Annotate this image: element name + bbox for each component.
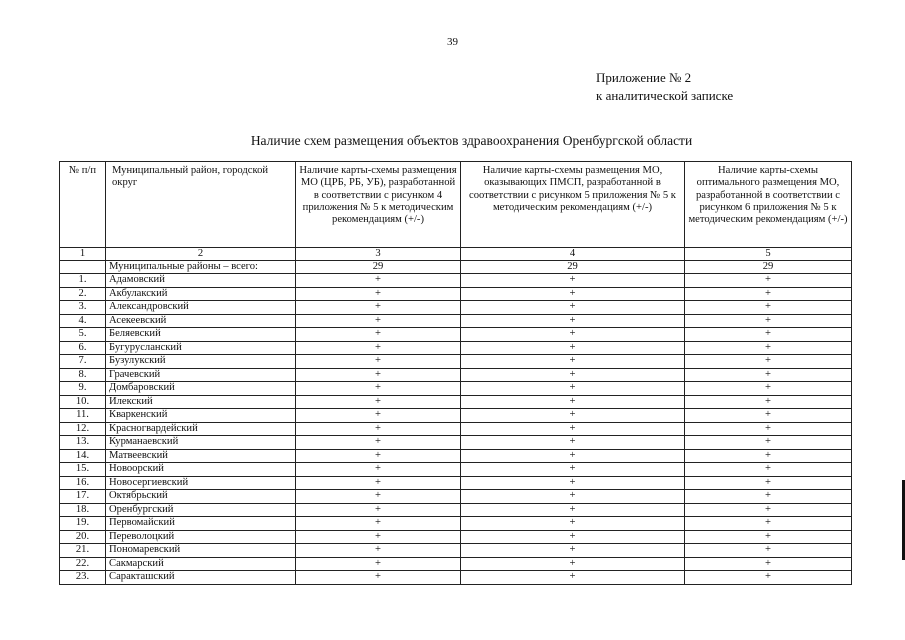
header-number: № п/п: [60, 162, 106, 248]
header-district: Муниципальный район, городской округ: [106, 162, 296, 248]
row-number: 17.: [60, 490, 106, 504]
table-row: [60, 287, 852, 301]
table-row: [60, 463, 852, 477]
column-number: 1: [60, 248, 106, 261]
column-number: 5: [685, 248, 852, 261]
row-number: 12.: [60, 422, 106, 436]
col-5-mark: +: [685, 314, 852, 328]
col-4-mark: +: [461, 368, 685, 382]
row-number: 1.: [60, 274, 106, 288]
row-number: 8.: [60, 368, 106, 382]
col-3-mark: +: [296, 517, 461, 531]
col-3-mark: +: [296, 463, 461, 477]
table-row: [60, 328, 852, 342]
row-number: 13.: [60, 436, 106, 450]
district-name: Новоорский: [106, 463, 296, 477]
row-number: 2.: [60, 287, 106, 301]
col-5-mark: +: [685, 490, 852, 504]
table-row: [60, 544, 852, 558]
col-4-mark: +: [461, 314, 685, 328]
col-3-mark: +: [296, 355, 461, 369]
col-4-mark: +: [461, 490, 685, 504]
row-number: 11.: [60, 409, 106, 423]
col-3-mark: +: [296, 422, 461, 436]
row-number: 20.: [60, 530, 106, 544]
col-4-mark: +: [461, 355, 685, 369]
district-name: Сакмарский: [106, 557, 296, 571]
district-name: Новосергиевский: [106, 476, 296, 490]
col-3-mark: +: [296, 571, 461, 585]
appendix-note: [596, 69, 733, 105]
col-5-mark: +: [685, 463, 852, 477]
header-col-3: Наличие карты-схемы размещения МО (ЦРБ, РБ, УБ), разработанной в соответствии с рисунком 4 приложения № 5 к методическим рекомендациям (+/-): [296, 162, 461, 248]
total-col-4: 29: [461, 261, 685, 274]
col-4-mark: +: [461, 274, 685, 288]
document-title: Наличие схем размещения объектов здравоохранения Оренбургской области: [250, 133, 693, 148]
district-name: Александровский: [106, 301, 296, 315]
table-row: [60, 571, 852, 585]
col-5-mark: +: [685, 341, 852, 355]
row-number: 23.: [60, 571, 106, 585]
district-name: Октябрьский: [106, 490, 296, 504]
district-name: Пономаревский: [106, 544, 296, 558]
row-number: 19.: [60, 517, 106, 531]
col-5-mark: +: [685, 557, 852, 571]
table-row: [60, 368, 852, 382]
table-row: [60, 355, 852, 369]
col-3-mark: +: [296, 328, 461, 342]
col-5-mark: +: [685, 328, 852, 342]
total-col-5: 29: [685, 261, 852, 274]
header-col-4: Наличие карты-схемы размещения МО, оказывающих ПМСП, разработанной в соответствии с рисунком 5 приложения № 5 к методическим рекомендациям (+/-): [461, 162, 685, 248]
district-name: Саракташский: [106, 571, 296, 585]
district-name: Илекский: [106, 395, 296, 409]
total-row: [60, 261, 852, 274]
col-3-mark: +: [296, 395, 461, 409]
row-number: 14.: [60, 449, 106, 463]
col-5-mark: +: [685, 301, 852, 315]
row-number: 16.: [60, 476, 106, 490]
col-4-mark: +: [461, 301, 685, 315]
district-name: Асекеевский: [106, 314, 296, 328]
col-4-mark: +: [461, 382, 685, 396]
total-num-cell: [60, 261, 106, 274]
col-3-mark: +: [296, 382, 461, 396]
col-3-mark: +: [296, 436, 461, 450]
col-4-mark: +: [461, 503, 685, 517]
district-name: Адамовский: [106, 274, 296, 288]
col-5-mark: +: [685, 571, 852, 585]
row-number: 22.: [60, 557, 106, 571]
district-name: Красногвардейский: [106, 422, 296, 436]
table-row: [60, 395, 852, 409]
col-3-mark: +: [296, 544, 461, 558]
page-number: 39: [447, 36, 458, 48]
col-5-mark: +: [685, 274, 852, 288]
col-3-mark: +: [296, 476, 461, 490]
col-5-mark: +: [685, 503, 852, 517]
col-4-mark: +: [461, 395, 685, 409]
district-name: Кваркенский: [106, 409, 296, 423]
header-col-5: Наличие карты-схемы оптимального размещения МО, разработанной в соответствии с рисунком 6 приложения № 5 к методическим рекомендациям (+/-): [685, 162, 852, 248]
table-row: [60, 557, 852, 571]
table-row: [60, 422, 852, 436]
col-5-mark: +: [685, 517, 852, 531]
column-number: 4: [461, 248, 685, 261]
col-3-mark: +: [296, 557, 461, 571]
col-4-mark: +: [461, 517, 685, 531]
col-5-mark: +: [685, 287, 852, 301]
col-4-mark: +: [461, 571, 685, 585]
total-label: Муниципальные районы – всего:: [106, 261, 296, 274]
col-3-mark: +: [296, 274, 461, 288]
col-3-mark: +: [296, 287, 461, 301]
col-5-mark: +: [685, 530, 852, 544]
total-col-3: 29: [296, 261, 461, 274]
table-row: [60, 436, 852, 450]
row-number: 3.: [60, 301, 106, 315]
col-4-mark: +: [461, 544, 685, 558]
col-4-mark: +: [461, 436, 685, 450]
col-3-mark: +: [296, 490, 461, 504]
district-name: Матвеевский: [106, 449, 296, 463]
col-4-mark: +: [461, 463, 685, 477]
appendix-line-2: к аналитической записке: [596, 88, 734, 103]
col-3-mark: +: [296, 530, 461, 544]
district-name: Беляевский: [106, 328, 296, 342]
col-5-mark: +: [685, 544, 852, 558]
col-4-mark: +: [461, 422, 685, 436]
col-5-mark: +: [685, 409, 852, 423]
district-name: Курманаевский: [106, 436, 296, 450]
column-number: 3: [296, 248, 461, 261]
row-number: 5.: [60, 328, 106, 342]
row-number: 7.: [60, 355, 106, 369]
row-number: 10.: [60, 395, 106, 409]
col-4-mark: +: [461, 328, 685, 342]
col-5-mark: +: [685, 476, 852, 490]
district-name: Акбулакский: [106, 287, 296, 301]
col-4-mark: +: [461, 449, 685, 463]
col-4-mark: +: [461, 557, 685, 571]
col-3-mark: +: [296, 341, 461, 355]
district-name: Домбаровский: [106, 382, 296, 396]
district-name: Первомайский: [106, 517, 296, 531]
col-4-mark: +: [461, 287, 685, 301]
table-row: [60, 382, 852, 396]
col-3-mark: +: [296, 301, 461, 315]
col-3-mark: +: [296, 368, 461, 382]
district-name: Оренбургский: [106, 503, 296, 517]
table-row: [60, 409, 852, 423]
col-3-mark: +: [296, 449, 461, 463]
table-row: [60, 341, 852, 355]
col-4-mark: +: [461, 476, 685, 490]
col-5-mark: +: [685, 422, 852, 436]
row-number: 6.: [60, 341, 106, 355]
table-row: [60, 517, 852, 531]
table-row: [60, 314, 852, 328]
col-5-mark: +: [685, 436, 852, 450]
appendix-line-1: Приложение № 2: [596, 70, 692, 85]
table-row: [60, 503, 852, 517]
col-5-mark: +: [685, 395, 852, 409]
col-4-mark: +: [461, 409, 685, 423]
table-header-row: [60, 162, 852, 248]
col-4-mark: +: [461, 341, 685, 355]
col-3-mark: +: [296, 503, 461, 517]
district-name: Грачевский: [106, 368, 296, 382]
col-5-mark: +: [685, 449, 852, 463]
col-3-mark: +: [296, 409, 461, 423]
column-number: 2: [106, 248, 296, 261]
col-5-mark: +: [685, 355, 852, 369]
col-5-mark: +: [685, 368, 852, 382]
table-row: [60, 490, 852, 504]
col-4-mark: +: [461, 530, 685, 544]
row-number: 21.: [60, 544, 106, 558]
column-numbers-row: [60, 248, 852, 261]
col-5-mark: +: [685, 382, 852, 396]
row-number: 4.: [60, 314, 106, 328]
row-number: 18.: [60, 503, 106, 517]
table-row: [60, 449, 852, 463]
district-name: Бузулукский: [106, 355, 296, 369]
row-number: 9.: [60, 382, 106, 396]
district-name: Бугурусланский: [106, 341, 296, 355]
table-row: [60, 530, 852, 544]
col-3-mark: +: [296, 314, 461, 328]
table-row: [60, 274, 852, 288]
health-schemes-table: [59, 161, 852, 585]
table-row: [60, 301, 852, 315]
district-name: Переволоцкий: [106, 530, 296, 544]
row-number: 15.: [60, 463, 106, 477]
table-row: [60, 476, 852, 490]
